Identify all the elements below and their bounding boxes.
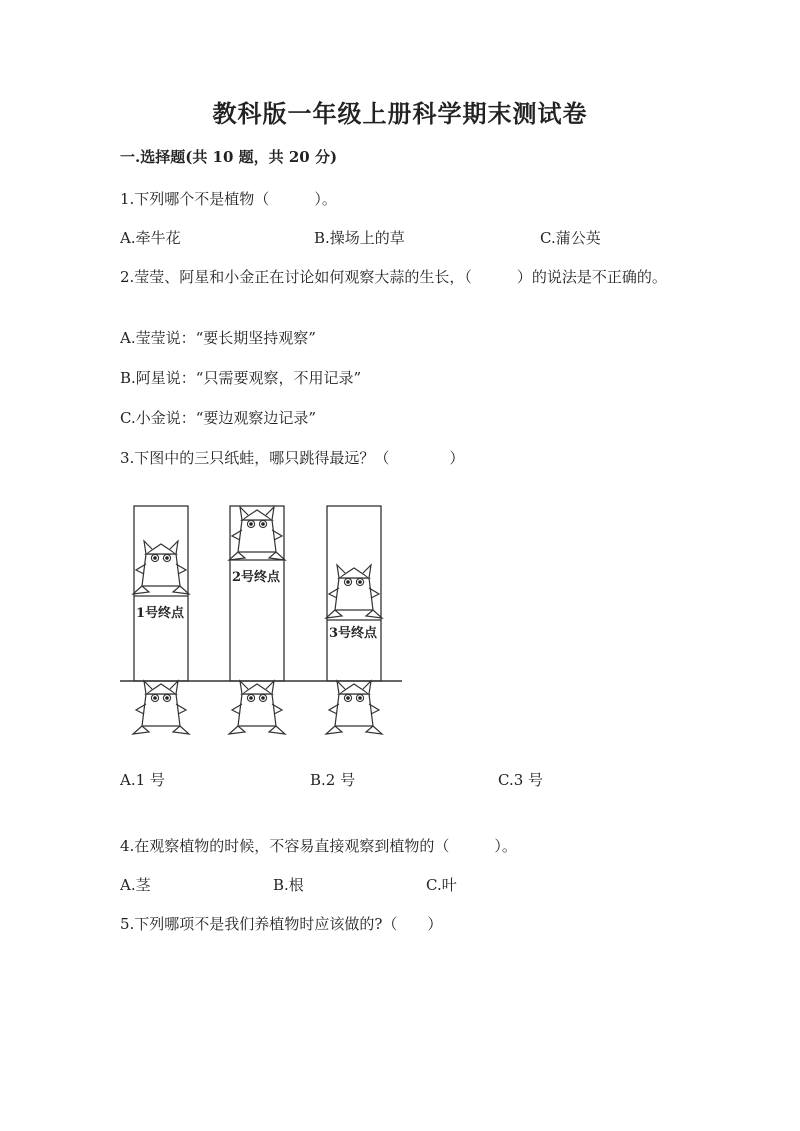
- frog-3-end-icon: [326, 565, 382, 618]
- question-1-option-c[interactable]: C.蒲公英: [540, 229, 601, 247]
- question-4-option-b[interactable]: B.根: [273, 876, 304, 894]
- frog-3-start-icon: [326, 681, 382, 734]
- question-3-text: 3.下图中的三只纸蛙，哪只跳得最远？（ ）: [120, 449, 465, 467]
- question-1-text: 1.下列哪个不是植物（ ）。: [120, 190, 337, 208]
- frog-2-end-icon: [229, 507, 285, 560]
- end-label-2: 2号终点: [232, 570, 281, 585]
- frog-1-end-icon: [133, 541, 189, 594]
- section-heading: 一.选择题(共 10 题，共 20 分): [120, 148, 338, 166]
- question-5-text: 5.下列哪项不是我们养植物时应该做的?（ ）: [120, 915, 443, 933]
- question-4-text: 4.在观察植物的时候，不容易直接观察到植物的（ ）。: [120, 837, 517, 855]
- paper-frog-figure: [120, 500, 410, 740]
- question-3-option-a[interactable]: A.1 号: [120, 771, 165, 789]
- end-label-3: 3号终点: [329, 626, 378, 641]
- question-2-option-b[interactable]: B.阿星说：“只需要观察，不用记录”: [120, 369, 362, 387]
- question-1-option-b[interactable]: B.操场上的草: [314, 229, 405, 247]
- question-4-option-c[interactable]: C.叶: [426, 876, 457, 894]
- column-1: [134, 506, 188, 681]
- question-2-text: 2.莹莹、阿星和小金正在讨论如何观察大蒜的生长，（ ）的说法是不正确的。: [120, 268, 667, 286]
- end-label-1: 1号终点: [136, 606, 185, 621]
- frog-2-start-icon: [229, 681, 285, 734]
- question-3-option-c[interactable]: C.3 号: [498, 771, 544, 789]
- question-2-option-a[interactable]: A.莹莹说：“要长期坚持观察”: [120, 329, 316, 347]
- question-1-option-a[interactable]: A.牵牛花: [120, 229, 181, 247]
- question-2-option-c[interactable]: C.小金说：“要边观察边记录”: [120, 409, 317, 427]
- question-3-option-b[interactable]: B.2 号: [310, 771, 356, 789]
- question-4-option-a[interactable]: A.茎: [120, 876, 151, 894]
- frog-1-start-icon: [133, 681, 189, 734]
- page-title: 教科版一年级上册科学期末测试卷: [212, 99, 588, 128]
